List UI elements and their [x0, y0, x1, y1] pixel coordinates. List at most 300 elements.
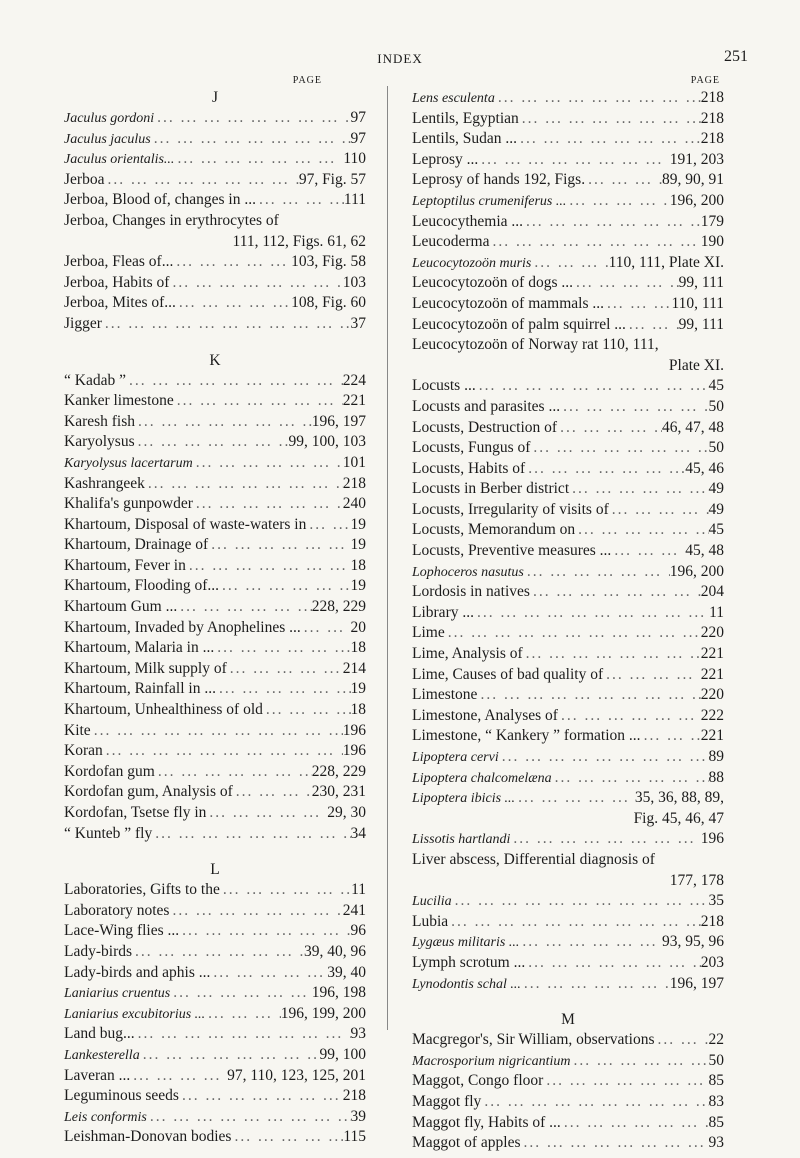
index-term: Karesh fish	[64, 412, 136, 430]
page-refs: 37	[350, 314, 366, 332]
index-term: Lentils, Egyptian	[412, 109, 519, 127]
index-term: Jerboa, Blood of, changes in ...	[64, 191, 256, 209]
leader-dots	[521, 974, 670, 995]
leader-dots	[102, 314, 351, 335]
index-term: Jaculus jaculus	[64, 131, 151, 147]
leader-dots	[571, 1051, 709, 1072]
index-term: Limestone, “ Kankery ” formation ...	[412, 727, 641, 745]
page-refs-continued: 177, 178	[669, 871, 724, 889]
index-term: Macrosporium nigricantium	[412, 1053, 571, 1069]
leader-dots	[176, 293, 291, 314]
index-term: “ Kadab ”	[64, 371, 126, 389]
index-entry	[64, 659, 366, 680]
column-divider	[387, 86, 388, 1030]
page-refs: 49	[708, 500, 724, 518]
page-refs: 85	[708, 1113, 724, 1131]
leader-dots	[208, 535, 350, 556]
index-entry	[412, 768, 724, 789]
page-number: 251	[724, 48, 748, 65]
index-entry	[412, 850, 724, 871]
section-spacer	[64, 844, 366, 860]
page-refs: 196, 197	[669, 974, 724, 992]
index-term: Lime, Causes of bad quality of	[412, 665, 604, 683]
index-entry	[64, 901, 366, 922]
index-term: Lissotis hartlandi	[412, 832, 511, 848]
index-entry	[412, 335, 724, 356]
leader-dots	[566, 191, 669, 212]
index-term: Locusts, Destruction of	[412, 418, 558, 436]
leader-dots	[174, 149, 343, 170]
index-term: Koran	[64, 742, 103, 760]
index-entry	[64, 108, 366, 129]
index-term: Lentils, Sudan ...	[412, 130, 518, 148]
index-entry	[64, 314, 366, 335]
page-refs: 99, 111	[678, 274, 724, 292]
index-entry	[64, 371, 366, 392]
page-refs: 224	[342, 371, 366, 389]
index-entry	[64, 129, 366, 150]
index-term: Lady-birds	[64, 942, 133, 960]
index-term: Jerboa, Changes in erythrocytes of	[64, 211, 279, 229]
index-term: Khartoum Gum ...	[64, 598, 178, 616]
index-term: Lens esculenta	[412, 91, 495, 106]
page-refs: 220	[700, 686, 724, 704]
leader-dots	[132, 942, 304, 963]
leader-dots	[477, 685, 700, 706]
index-entry	[64, 679, 366, 700]
page-refs: 110	[343, 150, 366, 168]
index-entry	[64, 453, 366, 474]
leader-dots	[573, 273, 679, 294]
page-refs: 97	[350, 109, 366, 126]
index-term: Jaculus gordoni	[64, 111, 155, 126]
leader-dots	[169, 273, 342, 294]
index-term: “ Kunteb ” fly	[64, 824, 153, 842]
page-refs: 221	[700, 727, 724, 745]
index-term: Jerboa, Habits of	[64, 273, 170, 291]
leader-dots	[476, 376, 709, 397]
leader-dots	[220, 880, 351, 901]
index-term: Karyolysus lacertarum	[64, 455, 193, 471]
leader-dots	[519, 109, 701, 130]
index-entry	[64, 721, 366, 742]
index-entry	[64, 1024, 366, 1045]
leader-dots	[489, 232, 700, 253]
index-term: Land bug...	[64, 1025, 135, 1043]
index-term: Lymph scrotum ...	[412, 953, 526, 971]
index-term: Laniarius excubitorius ...	[64, 1006, 206, 1022]
leader-dots	[560, 397, 708, 418]
page-refs: 19	[350, 536, 366, 554]
index-term: Lophoceros nasutus	[412, 564, 524, 580]
page-refs: 19	[350, 680, 366, 698]
leader-dots	[523, 212, 701, 233]
index-term: Maggot fly	[412, 1092, 482, 1110]
leader-dots	[301, 618, 351, 639]
page-refs: 228, 229	[311, 762, 366, 780]
page-refs: 88	[708, 768, 724, 786]
leader-dots	[193, 453, 343, 474]
page-refs: 214	[342, 659, 366, 677]
index-term: Locusts, Preventive measures ...	[412, 542, 612, 560]
index-entry	[412, 418, 724, 439]
index-term: Leprosy of hands 192, Figs.	[412, 171, 586, 189]
index-entry	[64, 576, 366, 597]
index-entry	[412, 829, 724, 850]
index-term: Khalifa's gunpowder	[64, 495, 193, 513]
page-refs: 203	[700, 953, 724, 971]
section-letter: L	[210, 861, 220, 879]
index-entry	[412, 1113, 724, 1134]
leader-dots	[233, 782, 312, 803]
section-letter: K	[209, 351, 221, 369]
index-entry	[412, 294, 724, 315]
index-term: Leucocytozoön muris	[412, 255, 532, 271]
index-term: Locusts and parasites ...	[412, 397, 561, 415]
page-refs: 115	[343, 1128, 366, 1146]
page-refs: 19	[350, 515, 366, 533]
page-refs: 39, 40, 96	[304, 942, 366, 960]
leader-dots	[206, 803, 327, 824]
index-term: Jerboa, Fleas of...	[64, 253, 174, 271]
leader-dots	[558, 706, 701, 727]
index-entry	[412, 603, 724, 624]
leader-dots	[216, 679, 351, 700]
leader-dots	[626, 315, 679, 336]
leader-dots	[140, 1045, 320, 1066]
page-refs: 18	[350, 556, 366, 574]
leader-dots	[445, 623, 701, 644]
index-term: Maggot fly, Habits of ...	[412, 1113, 561, 1131]
index-term: Leprosy ...	[412, 150, 479, 168]
index-entry	[412, 170, 724, 191]
index-entry	[64, 1127, 366, 1148]
page-refs: 220	[700, 624, 724, 642]
index-entry	[412, 912, 724, 933]
leader-dots	[104, 170, 298, 191]
index-entry	[64, 1107, 366, 1128]
page-refs: 196, 200	[669, 191, 724, 209]
index-entry	[412, 315, 724, 336]
page-refs: 218	[700, 109, 724, 127]
index-term: Limestone, Analyses of	[412, 706, 558, 724]
index-term: Jerboa	[64, 170, 105, 188]
index-entry	[412, 644, 724, 665]
page-refs: 196	[700, 830, 724, 848]
index-entry	[412, 932, 724, 953]
page-refs-continued: 111, 112, Figs. 61, 62	[232, 232, 366, 250]
leader-dots	[214, 638, 350, 659]
index-term: Kordofan, Tsetse fly in	[64, 804, 207, 821]
leader-dots	[169, 901, 342, 922]
page-refs: 228, 229	[311, 598, 366, 616]
page-refs: 18	[350, 701, 366, 719]
leader-dots	[135, 412, 312, 433]
leader-dots	[135, 432, 289, 453]
page-refs-continued: Fig. 45, 46, 47	[633, 809, 724, 827]
index-entry	[412, 232, 724, 253]
leader-dots	[145, 474, 343, 495]
page-refs: 99, 111	[678, 315, 724, 333]
index-entry	[412, 974, 724, 995]
leader-dots	[448, 912, 701, 933]
index-entry	[64, 638, 366, 659]
index-term: Laveran ...	[64, 1066, 131, 1084]
page-refs: 19	[350, 577, 366, 595]
index-term: Leucoderma	[412, 233, 490, 251]
index-entry	[412, 582, 724, 603]
index-entry	[412, 459, 724, 480]
index-entry	[64, 963, 366, 984]
index-entry	[412, 665, 724, 686]
page-refs: 18	[350, 639, 366, 657]
leader-dots	[575, 520, 708, 541]
page-refs: 240	[342, 495, 366, 513]
page-refs: 103, Fig. 58	[291, 253, 366, 271]
page-refs: 22	[708, 1031, 724, 1049]
leader-dots	[155, 762, 312, 783]
index-term: Limestone	[412, 686, 478, 704]
index-term: Leptoptilus crumeniferus ...	[412, 193, 567, 209]
index-entry	[412, 747, 724, 768]
index-term: Lime	[412, 624, 445, 642]
leader-dots	[552, 768, 709, 789]
index-entry	[412, 623, 724, 644]
leader-dots	[126, 371, 343, 392]
page-refs: 221	[700, 645, 724, 663]
index-term: Laniarius cruentus	[64, 986, 171, 1002]
index-entry	[64, 1066, 366, 1087]
index-entry	[412, 500, 724, 521]
leader-dots	[173, 252, 291, 273]
page-refs: 49	[708, 480, 724, 498]
leader-dots	[515, 788, 635, 809]
leader-dots	[152, 824, 350, 845]
leader-dots	[561, 1113, 709, 1134]
leader-dots	[520, 1133, 708, 1154]
page-refs: 29, 30	[327, 804, 366, 821]
page-refs: 35, 36, 88, 89,	[634, 789, 724, 807]
page-refs: 103	[342, 273, 366, 291]
page-refs: 196	[342, 721, 366, 739]
leader-dots	[263, 700, 351, 721]
page-refs: 45, 46	[685, 459, 724, 477]
leader-dots	[174, 391, 343, 412]
page-refs: 222	[700, 706, 724, 724]
section-spacer	[64, 335, 366, 351]
index-entry	[64, 474, 366, 495]
leader-dots	[641, 726, 701, 747]
index-term: Leucocytozoön of palm squirrel ...	[412, 315, 626, 333]
leader-dots	[557, 418, 662, 439]
index-entry	[64, 983, 366, 1004]
index-term: Khartoum, Malaria in ...	[64, 639, 215, 657]
index-term: Khartoum, Invaded by Anophelines ...	[64, 618, 301, 636]
page-refs: 218	[700, 130, 724, 148]
index-term: Kanker limestone	[64, 392, 174, 410]
leader-dots	[524, 562, 670, 583]
index-term: Leucocythemia ...	[412, 212, 524, 230]
index-term: Leishman-Donovan bodies	[64, 1128, 232, 1146]
page-refs: 93	[708, 1134, 724, 1152]
leader-dots	[147, 1107, 351, 1128]
leader-dots	[609, 500, 709, 521]
page-refs: 196, 197	[311, 412, 366, 430]
index-term: Leucocytozoön of mammals ...	[412, 294, 604, 312]
index-entry	[64, 618, 366, 639]
index-entry	[412, 1133, 724, 1154]
page-refs: 34	[350, 824, 366, 842]
index-term: Khartoum, Unhealthiness of old	[64, 701, 263, 719]
leader-dots	[205, 1004, 281, 1025]
leader-dots	[306, 515, 350, 536]
index-term: Laboratories, Gifts to the	[64, 881, 220, 899]
page-refs: 96	[350, 922, 366, 940]
index-term: Karyolysus	[64, 433, 135, 451]
page-refs: 101	[342, 453, 366, 471]
index-entry	[64, 211, 366, 232]
index-term: Leis conformis	[64, 1109, 147, 1125]
index-entry	[64, 535, 366, 556]
index-entry	[64, 412, 366, 433]
index-term: Library ...	[412, 603, 474, 621]
page-refs: 97	[350, 129, 366, 147]
index-entry	[412, 109, 724, 130]
index-entry	[64, 1086, 366, 1107]
index-entry	[412, 562, 724, 583]
leader-dots	[604, 294, 671, 315]
page-refs: 93	[350, 1025, 366, 1043]
index-term: Khartoum, Rainfall in ...	[64, 680, 216, 698]
index-entry	[64, 700, 366, 721]
leader-dots	[523, 644, 701, 665]
index-entry	[412, 88, 724, 109]
leader-dots	[474, 603, 709, 624]
index-term: Khartoum, Milk supply of	[64, 659, 227, 677]
index-entry	[64, 741, 366, 762]
index-entry	[64, 762, 366, 783]
leader-dots	[227, 659, 343, 680]
page-refs: 196, 198	[311, 984, 366, 1002]
index-entry	[64, 494, 366, 515]
index-entry	[412, 726, 724, 747]
leader-dots	[452, 891, 709, 912]
section-spacer	[412, 994, 724, 1010]
page-refs: 99, 100, 103	[288, 433, 366, 451]
page-refs: 89	[708, 748, 724, 765]
index-term: Locusts in Berber district	[412, 480, 570, 498]
page-refs: 230, 231	[311, 783, 366, 801]
index-term: Lace-Wing flies ...	[64, 922, 180, 940]
index-entry	[64, 921, 366, 942]
page-refs: 99, 100	[319, 1045, 366, 1063]
page-refs: 218	[700, 912, 724, 930]
leader-dots	[135, 1024, 351, 1045]
index-entry	[412, 479, 724, 500]
index-entry	[412, 376, 724, 397]
page-column-label: PAGE	[690, 75, 720, 86]
leader-dots	[585, 170, 662, 191]
leader-dots	[525, 459, 685, 480]
index-term: Locusts, Habits of	[412, 459, 526, 477]
index-entry	[64, 803, 366, 824]
right-column	[412, 74, 724, 1154]
leader-dots	[519, 932, 662, 953]
leader-dots	[186, 556, 351, 577]
leader-dots	[231, 1127, 343, 1148]
page-refs: 39, 40	[327, 963, 366, 981]
index-term: Kashrangeek	[64, 474, 145, 492]
index-term: Macgregor's, Sir William, observations	[412, 1031, 655, 1049]
index-term: Locusts, Irregularity of visits of	[412, 500, 609, 518]
index-entry	[64, 824, 366, 845]
leader-dots	[103, 741, 343, 762]
index-term: Khartoum, Disposal of waste-waters in	[64, 515, 307, 533]
index-entry	[412, 253, 724, 274]
index-entry	[64, 782, 366, 803]
leader-dots	[256, 190, 344, 211]
index-entry	[64, 293, 366, 314]
page-refs: 97, Fig. 57	[298, 170, 366, 188]
index-term: Khartoum, Fever in	[64, 556, 186, 574]
leader-dots	[154, 108, 350, 129]
page-refs: 89, 90, 91	[662, 171, 724, 189]
page-refs: 110, 111, Plate XI.	[608, 253, 724, 271]
page-refs: 97, 110, 123, 125, 201	[227, 1066, 366, 1084]
index-entry	[64, 149, 366, 170]
page-refs: 191, 203	[669, 150, 724, 168]
index-term: Liver abscess, Differential diagnosis of	[412, 850, 655, 868]
page-refs: 221	[342, 392, 366, 410]
leader-dots	[219, 576, 351, 597]
index-term: Locusts ...	[412, 377, 476, 395]
index-term: Lucilia	[412, 894, 452, 910]
page-refs: 20	[350, 618, 366, 636]
leader-dots	[569, 479, 708, 500]
index-term: Lipoptera chalcomelæna	[412, 770, 552, 786]
page-refs: 50	[708, 397, 724, 415]
leader-dots	[177, 597, 312, 618]
page-column-label: PAGE	[292, 75, 322, 86]
page-refs: 45	[708, 377, 724, 395]
page-refs: 108, Fig. 60	[291, 294, 366, 312]
index-entry	[64, 432, 366, 453]
index-entry	[412, 438, 724, 459]
leader-dots	[543, 1071, 708, 1092]
index-term: Lime, Analysis of	[412, 645, 523, 663]
index-entry	[412, 150, 724, 171]
index-entry	[412, 1030, 724, 1051]
section-letter: M	[561, 1011, 575, 1029]
index-entry	[64, 556, 366, 577]
page-refs: 93, 95, 96	[662, 933, 724, 951]
index-term: Leguminous seeds	[64, 1087, 179, 1105]
index-entry	[64, 1004, 366, 1025]
leader-dots	[531, 253, 608, 274]
leader-dots	[179, 1086, 343, 1107]
index-entry	[412, 129, 724, 150]
index-entry	[412, 212, 724, 233]
index-entry	[412, 788, 724, 809]
index-term: Locusts, Fungus of	[412, 439, 531, 457]
index-term: Maggot, Congo floor	[412, 1072, 544, 1090]
page-refs: 39	[350, 1107, 366, 1125]
index-term: Kite	[64, 721, 91, 739]
index-term: Lordosis in natives	[412, 583, 530, 601]
leader-dots	[530, 438, 708, 459]
leader-dots	[525, 953, 701, 974]
index-term: Jaculus orientalis...	[64, 152, 175, 168]
